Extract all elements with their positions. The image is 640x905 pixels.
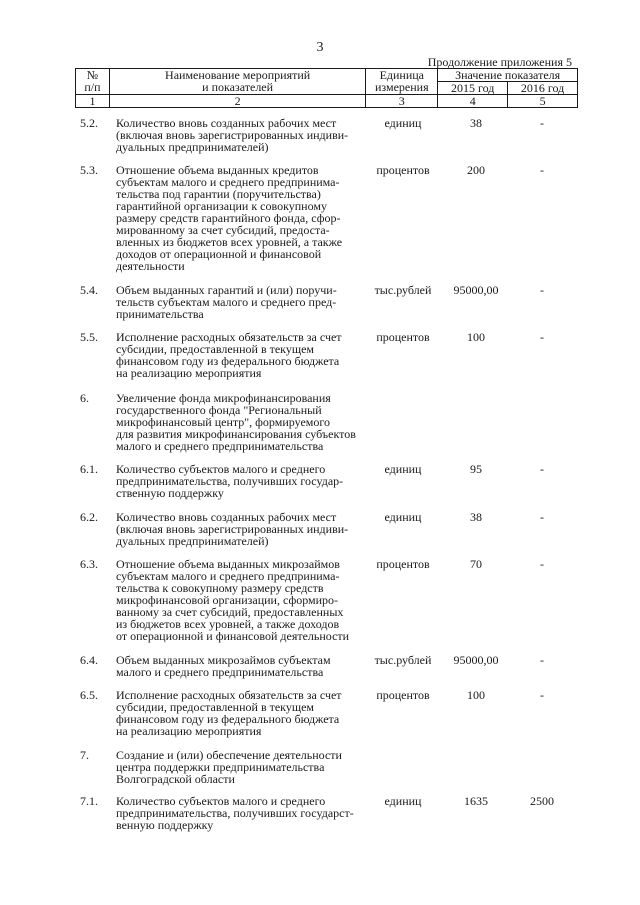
row-value-2015: 38 [470,116,482,130]
row-name-line: вленных из бюджетов всех уровней, а также [116,235,343,249]
row-name-line: государственного фонда "Региональный [116,403,322,417]
row-number: 6.2. [80,510,98,524]
row-name-line: тельств субъектам малого и среднего пред- [116,295,337,309]
row-number: 5.2. [80,116,98,130]
table-header [75,68,578,108]
row-name-line: мированному за счет субсидий, предоста- [116,223,330,237]
row-name-line: субсидии, предоставленной в текущем [116,342,314,356]
row-name-line: субъектам малого и среднего предпринима- [116,569,340,583]
row-name-line: принимательства [116,307,204,321]
row-name-line: Объем выданных микрозаймов субъектам [116,653,331,667]
row-value-2016: - [540,116,544,130]
row-unit: единиц [384,510,422,524]
row-name [116,689,363,737]
continuation-note: Продолжение приложения 5 [427,55,572,69]
row-name [116,795,363,831]
header-value: Значение показателя [438,69,578,82]
header-num-line1: № [86,68,99,82]
row-name-line: для развития микрофинансирования субъектов [116,427,356,441]
row-value-2016: - [540,653,544,667]
row-name-line: Создание и (или) обеспечение деятельности [116,748,342,762]
row-name-line: Количество вновь созданных рабочих мест [116,510,337,524]
header-year-2016: 2016 год [508,82,578,95]
row-name-line: малого и среднего предпринимательства [116,665,324,679]
row-name-line: тельства к совокупному размеру средств [116,581,324,595]
row-name-line: Волгоградской области [116,772,235,786]
row-number: 6.5. [80,688,98,702]
row-name-line: Исполнение расходных обязательств за счет [116,688,342,702]
row-number: 7.1. [80,794,98,808]
row-value-2015: 95000,00 [453,283,499,297]
row-number: 7. [80,748,89,762]
row-name [116,117,363,153]
row-value-2016: - [540,510,544,524]
header-name-line2: и показателей [202,80,274,94]
row-unit: процентов [376,330,430,344]
row-name [116,749,363,785]
row-value-2016: - [540,330,544,344]
header-col-4: 4 [438,95,508,108]
row-value-2015: 100 [467,330,485,344]
row-name-line: (включая вновь зарегистрированных индиви- [116,128,349,142]
row-name-line: доходов от операционной и финансовой [116,247,322,261]
row-name-line: дуальных предпринимателей) [116,140,269,154]
row-name-line: Объем выданных гарантий и (или) поручи- [116,283,337,297]
row-value-2015: 100 [467,688,485,702]
row-name-line: на реализацию мероприятия [116,366,262,380]
header-name-line1: Наименование мероприятий [165,68,311,82]
row-value-2015: 70 [470,557,482,571]
row-name-line: финансовом году из федерального бюджета [116,354,340,368]
row-number: 6.4. [80,653,98,667]
row-name [116,511,363,547]
row-name-line: микрофинансовой организации, сформиро- [116,593,339,607]
row-number: 5.3. [80,163,98,177]
row-name-line: венную поддержку [116,818,214,832]
row-name-line: субсидии, предоставленной в текущем [116,700,314,714]
row-name-line: Количество вновь созданных рабочих мест [116,116,337,130]
header-col-1: 1 [76,95,110,108]
row-number: 5.4. [80,283,98,297]
row-name-line: тельства под гарантии (поручительства) [116,187,321,201]
row-value-2016: - [540,688,544,702]
row-value-2016: - [540,163,544,177]
row-name-line: ванному за счет субсидий, предоставленных [116,605,344,619]
header-num-line2: п/п [84,80,101,94]
row-name-line: финансовом году из федерального бюджета [116,712,340,726]
row-name-line: Отношение объема выданных микрозаймов [116,557,340,571]
row-name [116,164,363,272]
row-unit: единиц [384,462,422,476]
row-name-line: из бюджетов всех уровней, а также доходов [116,617,340,631]
row-name [116,654,363,678]
row-name-line: на реализацию мероприятия [116,724,262,738]
row-name-line: предпринимательства, получивших государ- [116,474,344,488]
row-name [116,463,363,499]
row-unit: тыс.рублей [374,653,432,667]
row-value-2015: 95 [470,462,482,476]
page-number: 3 [316,40,324,55]
row-name-line: Отношение объема выданных кредитов [116,163,319,177]
row-name-line: от операционной и финансовой деятельности [116,629,350,643]
row-name-line: центра поддержки предпринимательства [116,760,325,774]
row-unit: процентов [376,688,430,702]
row-name-line: ственную поддержку [116,486,224,500]
row-name-line: дуальных предпринимателей) [116,534,269,548]
row-number: 6. [80,391,89,405]
row-name-line: предпринимательства, получивших государст- [116,806,354,820]
row-name-line: Увеличение фонда микрофинансирования [116,391,331,405]
header-num [76,69,110,95]
header-col-3: 3 [366,95,438,108]
header-unit [366,69,438,95]
row-unit: процентов [376,163,430,177]
row-unit: единиц [384,116,422,130]
row-value-2015: 95000,00 [453,653,499,667]
row-number: 6.1. [80,462,98,476]
row-value-2016: 2500 [530,794,554,808]
row-name-line: гарантийной организации к совокупному [116,199,327,213]
row-name [116,331,363,379]
header-col-2: 2 [109,95,365,108]
row-value-2015: 1635 [464,794,488,808]
row-name-line: малого и среднего предпринимательства [116,439,324,453]
row-name-line: Количество субъектов малого и среднего [116,462,326,476]
row-name [116,392,363,452]
row-unit: процентов [376,557,430,571]
header-col-5: 5 [508,95,578,108]
row-name [116,284,363,320]
row-unit: тыс.рублей [374,283,432,297]
row-unit: единиц [384,794,422,808]
row-number: 6.3. [80,557,98,571]
row-value-2016: - [540,462,544,476]
row-value-2016: - [540,283,544,297]
row-name-line: Количество субъектов малого и среднего [116,794,326,808]
row-value-2015: 200 [467,163,485,177]
row-name-line: (включая вновь зарегистрированных индиви- [116,522,349,536]
row-name-line: микрофинансовый центр", формируемого [116,415,330,429]
header-name [109,69,365,95]
row-name-line: субъектам малого и среднего предпринима- [116,175,340,189]
header-unit-line1: Единица [379,68,425,82]
row-name-line: Исполнение расходных обязательств за счет [116,330,342,344]
row-value-2016: - [540,557,544,571]
header-year-2015: 2015 год [438,82,508,95]
row-name-line: деятельности [116,259,185,273]
row-name-line: размеру средств гарантийного фонда, сфор- [116,211,341,225]
row-value-2015: 38 [470,510,482,524]
header-unit-line2: измерения [374,80,429,94]
row-number: 5.5. [80,330,98,344]
row-name [116,558,363,642]
